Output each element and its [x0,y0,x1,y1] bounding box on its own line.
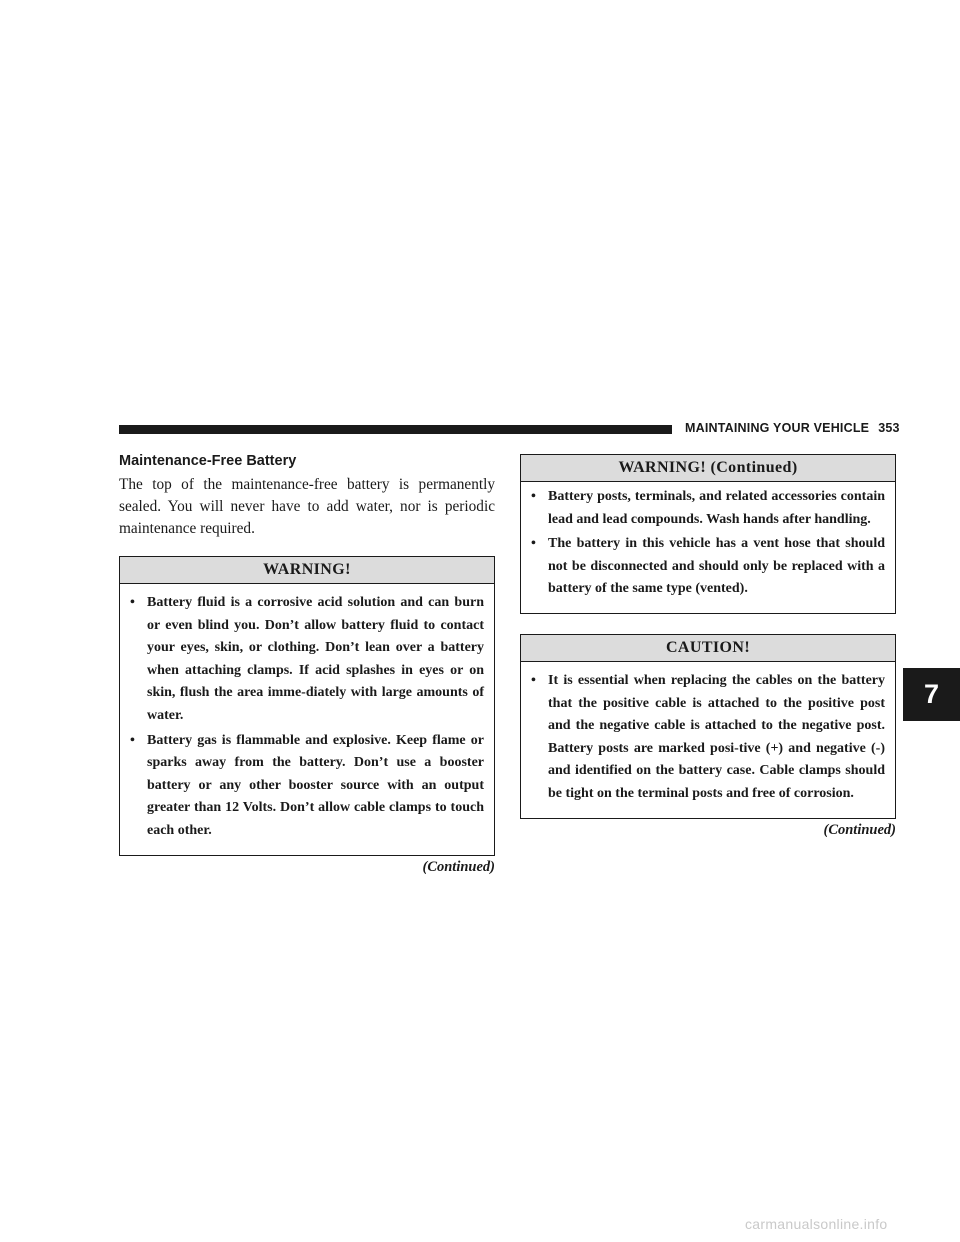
list-item [531,533,885,601]
chapter-tab: 7 [903,668,960,721]
bullet-icon: • [531,672,536,688]
caution-body [521,662,895,818]
left-column [119,452,495,876]
intro-paragraph: The top of the maintenance-free battery is permanently sealed. You will never have to add water, nor is periodic maintenance required. [119,476,495,537]
bullet-text: Battery gas is flammable and explosive. Keep flame or sparks away from the battery. Don’t use a booster battery or any other booster source with an output greater than 12 Volts. Don’t allow cable clamps to touch each other. [147,732,484,838]
warning-body [120,584,494,855]
warning-continued-box [520,454,896,614]
warning-continued-body [521,482,895,613]
list-item [531,670,885,806]
continued-label: (Continued) [422,858,495,875]
list-item [130,730,484,843]
watermark-text: carmanualsonline.info [745,1216,888,1232]
warning-continued-title: WARNING! (Continued) [521,455,895,482]
bullet-icon: • [531,489,536,504]
continued-label: (Continued) [823,821,896,838]
list-item [531,486,885,531]
bullet-icon: • [531,536,536,552]
bullet-icon: • [130,732,135,748]
right-column [520,454,896,839]
bullet-text: Battery posts, terminals, and related accessories contain lead and lead compounds. Wash hands after handling. [548,489,885,527]
bullet-text: Battery fluid is a corrosive acid solution and can burn or even blind you. Don’t allow battery fluid to contact your eyes, skin, or clothing. Don’t lean over a battery when attaching clamps. If acid splashes in eyes or on skin, flush the area imme-diately with large amounts of water. [147,595,484,723]
section-heading: Maintenance-Free Battery [119,453,297,469]
header-rule [119,425,672,434]
page-number: 353 [878,421,900,435]
caution-list [531,670,885,806]
warning-list [130,592,484,843]
bullet-text: It is essential when replacing the cables on the battery that the positive cable is attached to the positive post and the negative cable is attached to the negative post. Battery posts are marked posi-tive (+) and negative (-) and identified on the battery case. Cable clamps should be tight on the terminal posts and free of corrosion. [548,672,885,801]
list-item [130,592,484,728]
caution-box [520,634,896,819]
bullet-icon: • [130,595,135,610]
warning-continued-list [531,486,885,601]
header-title: MAINTAINING YOUR VEHICLE [685,421,870,435]
warning-box [119,556,495,856]
warning-title: WARNING! [120,557,494,584]
caution-title: CAUTION! [521,635,895,662]
bullet-text: The battery in this vehicle has a vent hose that should not be disconnected and should only be replaced with a battery of the same type (vented). [548,536,885,597]
running-header [685,421,900,435]
